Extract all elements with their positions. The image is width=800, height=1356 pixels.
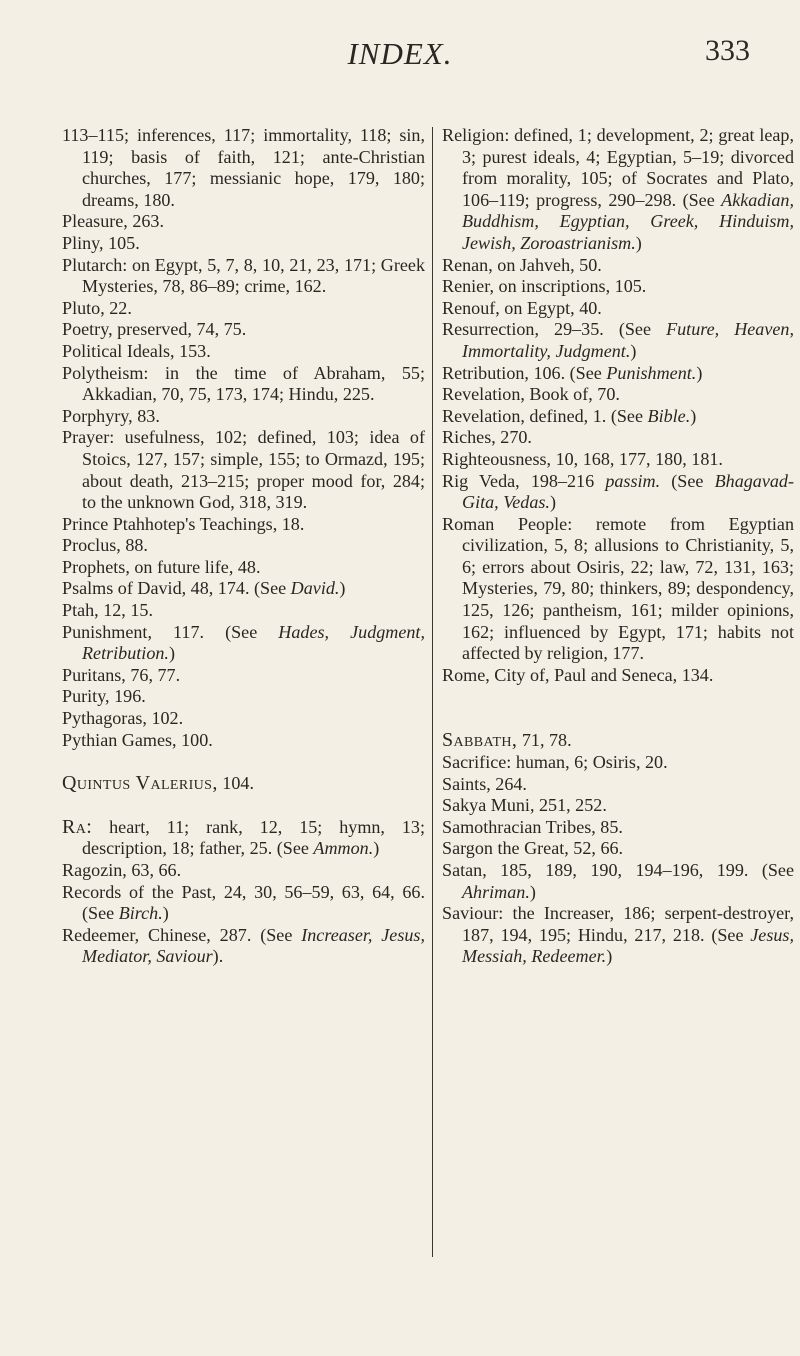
index-entry — [442, 795, 794, 817]
entry-punct: ) — [339, 578, 346, 599]
see-reference: Bible. — [647, 405, 691, 426]
entry-punct: ). — [212, 946, 224, 967]
index-entry — [62, 600, 425, 622]
entry-text: Saints, 264. — [442, 773, 527, 794]
index-entry — [62, 255, 425, 298]
index-entry — [62, 882, 425, 925]
index-entry — [442, 838, 794, 860]
entry-text: Pythagoras, 102. — [62, 708, 184, 729]
index-entry — [62, 773, 425, 795]
index-entry — [442, 860, 794, 903]
see-reference: Punishment. — [606, 362, 697, 383]
running-title: INDEX. — [347, 36, 453, 71]
entry-punct: ) — [630, 340, 637, 361]
entry-text: Roman People: remote from Egyptian civilization, 5, 8; allusions to Christianity, 5, 6; errors about Osiris, 22; law, 72, 131, 163; Mysteries, 79, 80; thinkers, 89; despondency, 125, 126; pantheism, 161; milder opinions, 162; influenced by Egypt, 171; habits not affected by religion, 177. — [442, 513, 794, 664]
entry-punct: ) — [690, 405, 697, 426]
index-entry — [442, 298, 794, 320]
section-gap — [442, 686, 794, 708]
index-entry — [442, 449, 794, 471]
index-entry — [62, 319, 425, 341]
entry-text: Retribution, 106. (See — [442, 362, 602, 383]
entry-text: Psalms of David, 48, 174. (See — [62, 578, 287, 599]
entry-punct: ) — [606, 946, 613, 967]
index-entry — [62, 665, 425, 687]
entry-text: Sacrifice: human, 6; Osiris, 20. — [442, 752, 668, 773]
index-entry — [442, 471, 794, 514]
index-entry — [442, 384, 794, 406]
entry-punct: ) — [162, 903, 169, 924]
see-reference: Birch. — [118, 903, 163, 924]
index-entry — [442, 319, 794, 362]
index-entry — [62, 298, 425, 320]
index-entry — [442, 363, 794, 385]
entry-punct: ) — [635, 232, 642, 253]
index-entry — [442, 665, 794, 687]
page-header — [0, 0, 800, 100]
entry-text: Porphyry, 83. — [62, 405, 160, 426]
see-reference: David. — [290, 578, 340, 599]
entry-text: Polytheism: in the time of Abraham, 55; Akkadian, 70, 75, 173, 174; Hindu, 225. — [62, 362, 425, 405]
see-reference: Increaser, Jesus, Mediator, Saviour — [82, 924, 425, 967]
section-gap — [442, 708, 794, 730]
entry-text: Sakya Muni, 251, 252. — [442, 795, 607, 816]
entry-text: Pluto, 22. — [62, 297, 132, 318]
entry-text: Political Ideals, 153. — [62, 340, 211, 361]
entry-text: Prayer: usefulness, 102; defined, 103; idea of Stoics, 127, 157; simple, 155; to Ormazd, 195; about death, 213–215; proper mood for, 284; to the unknown God, 318, 319. — [62, 427, 425, 513]
index-entry — [62, 730, 425, 752]
entry-punct: ) — [373, 838, 380, 859]
index-entry — [442, 752, 794, 774]
entry-text: Rig Veda, 198–216 — [442, 470, 595, 491]
entry-head: Ra: — [62, 815, 93, 838]
index-entry — [442, 276, 794, 298]
index-entry — [62, 622, 425, 665]
index-entry — [442, 774, 794, 796]
entry-text: Renier, on inscriptions, 105. — [442, 276, 647, 297]
see-reference: Ahriman. — [462, 881, 530, 902]
entry-text: Saviour: the Increaser, 186; serpent-destroyer, 187, 194, 195; Hindu, 217, 218. (See — [442, 903, 794, 945]
entry-text: Purity, 196. — [62, 686, 146, 707]
index-entry — [62, 535, 425, 557]
index-entry — [442, 255, 794, 277]
entry-text: Resurrection, 29–35. (See — [442, 319, 651, 340]
entry-text: 113–115; inferences, 117; immortality, 118; sin, 119; basis of faith, 121; ante-Christian churches, 177; messianic hope, 179, 180; dreams, 180. — [62, 125, 425, 210]
entry-text: Renouf, on Egypt, 40. — [442, 297, 602, 318]
entry-text: Ragozin, 63, 66. — [62, 860, 182, 880]
index-entry — [62, 578, 425, 600]
index-entry — [442, 514, 794, 665]
entry-text: Pliny, 105. — [62, 232, 140, 253]
index-entry — [62, 211, 425, 233]
index-entry — [62, 125, 425, 211]
entry-text: Prophets, on future life, 48. — [62, 556, 261, 577]
entry-text: 71, 78. — [517, 730, 572, 751]
entry-text: Pleasure, 263. — [62, 211, 165, 232]
entry-text: Sargon the Great, 52, 66. — [442, 838, 624, 859]
index-entry — [62, 925, 425, 968]
entry-text: Renan, on Jahveh, 50. — [442, 254, 602, 275]
entry-punct: ) — [168, 643, 175, 664]
index-entry — [442, 427, 794, 449]
index-entry — [62, 406, 425, 428]
see-reference: Ammon. — [313, 838, 374, 859]
index-entry — [62, 557, 425, 579]
index-entry — [62, 514, 425, 536]
see-reference: Bhagavad-Gita, Vedas. — [462, 470, 794, 513]
entry-text: Religion: defined, 1; development, 2; great leap, 3; purest ideals, 4; Egyptian, 5–19; divorced from morality, 105; of Socrates and Plato, 106–119; progress, 290–298. (See — [442, 125, 794, 210]
entry-text: Righteousness, 10, 168, 177, 180, 181. — [442, 448, 723, 469]
see-reference: Akkadian, Buddhism, Egyptian, Greek, Hinduism, Jewish, Zoroastrianism. — [462, 189, 794, 253]
entry-punct: ) — [696, 362, 703, 383]
column-divider — [432, 127, 433, 1257]
entry-text: Puritans, 76, 77. — [62, 664, 181, 685]
index-entry — [62, 860, 425, 882]
entry-text: Plutarch: on Egypt, 5, 7, 8, 10, 21, 23, 171; Greek Mysteries, 78, 86–89; crime, 162. — [62, 254, 425, 297]
entry-head: Sabbath, — [442, 729, 518, 752]
entry-text: Rome, City of, Paul and Seneca, 134. — [442, 664, 714, 685]
index-entry — [442, 817, 794, 839]
entry-text: Satan, 185, 189, 190, 194–196, 199. (See — [442, 860, 794, 880]
index-entry — [442, 903, 794, 968]
entry-text: Revelation, defined, 1. (See — [442, 405, 643, 426]
entry-text: Ptah, 12, 15. — [62, 600, 153, 621]
index-entry — [62, 233, 425, 255]
see-reference: passim. — [605, 470, 661, 491]
index-entry — [442, 730, 794, 752]
index-column-left — [62, 125, 425, 968]
see-reference: Jesus, Messiah, Redeemer. — [462, 924, 794, 967]
entry-text: Punishment, 117. (See — [62, 621, 258, 642]
index-entry — [62, 817, 425, 860]
entry-text: Poetry, preserved, 74, 75. — [62, 319, 247, 340]
entry-text: Records of the Past, 24, 30, 56–59, 63, 64, 66. (See — [62, 881, 425, 924]
entry-head: Quintus Valerius, — [62, 772, 218, 795]
entry-text: Riches, 270. — [442, 427, 532, 448]
index-entry — [62, 363, 425, 406]
index-entry — [442, 406, 794, 428]
entry-text: 104. — [217, 773, 254, 794]
see-reference: Hades, Judgment, Retribution. — [82, 621, 425, 664]
entry-text: Pythian Games, 100. — [62, 729, 213, 750]
entry-text: Proclus, 88. — [62, 535, 148, 556]
index-column-right — [442, 125, 794, 968]
index-entry — [62, 708, 425, 730]
entry-punct: ) — [549, 492, 556, 513]
index-entry — [62, 341, 425, 363]
see-reference: Future, Heaven, Immortality, Judgment. — [462, 319, 794, 361]
entry-punct: (See — [660, 470, 704, 491]
index-entry — [442, 125, 794, 255]
section-gap — [62, 795, 425, 817]
index-entry — [62, 686, 425, 708]
entry-text: Samothracian Tribes, 85. — [442, 816, 623, 837]
section-gap — [62, 751, 425, 773]
entry-punct: ) — [529, 881, 536, 902]
index-entry — [62, 427, 425, 513]
entry-text: heart, 11; rank, 12, 15; hymn, 13; description, 18; father, 25. (See — [82, 816, 425, 859]
page-number: 333 — [705, 34, 750, 67]
entry-text: Prince Ptahhotep's Teachings, 18. — [62, 513, 305, 534]
entry-text: Revelation, Book of, 70. — [442, 384, 620, 405]
entry-text: Redeemer, Chinese, 287. (See — [62, 924, 293, 945]
